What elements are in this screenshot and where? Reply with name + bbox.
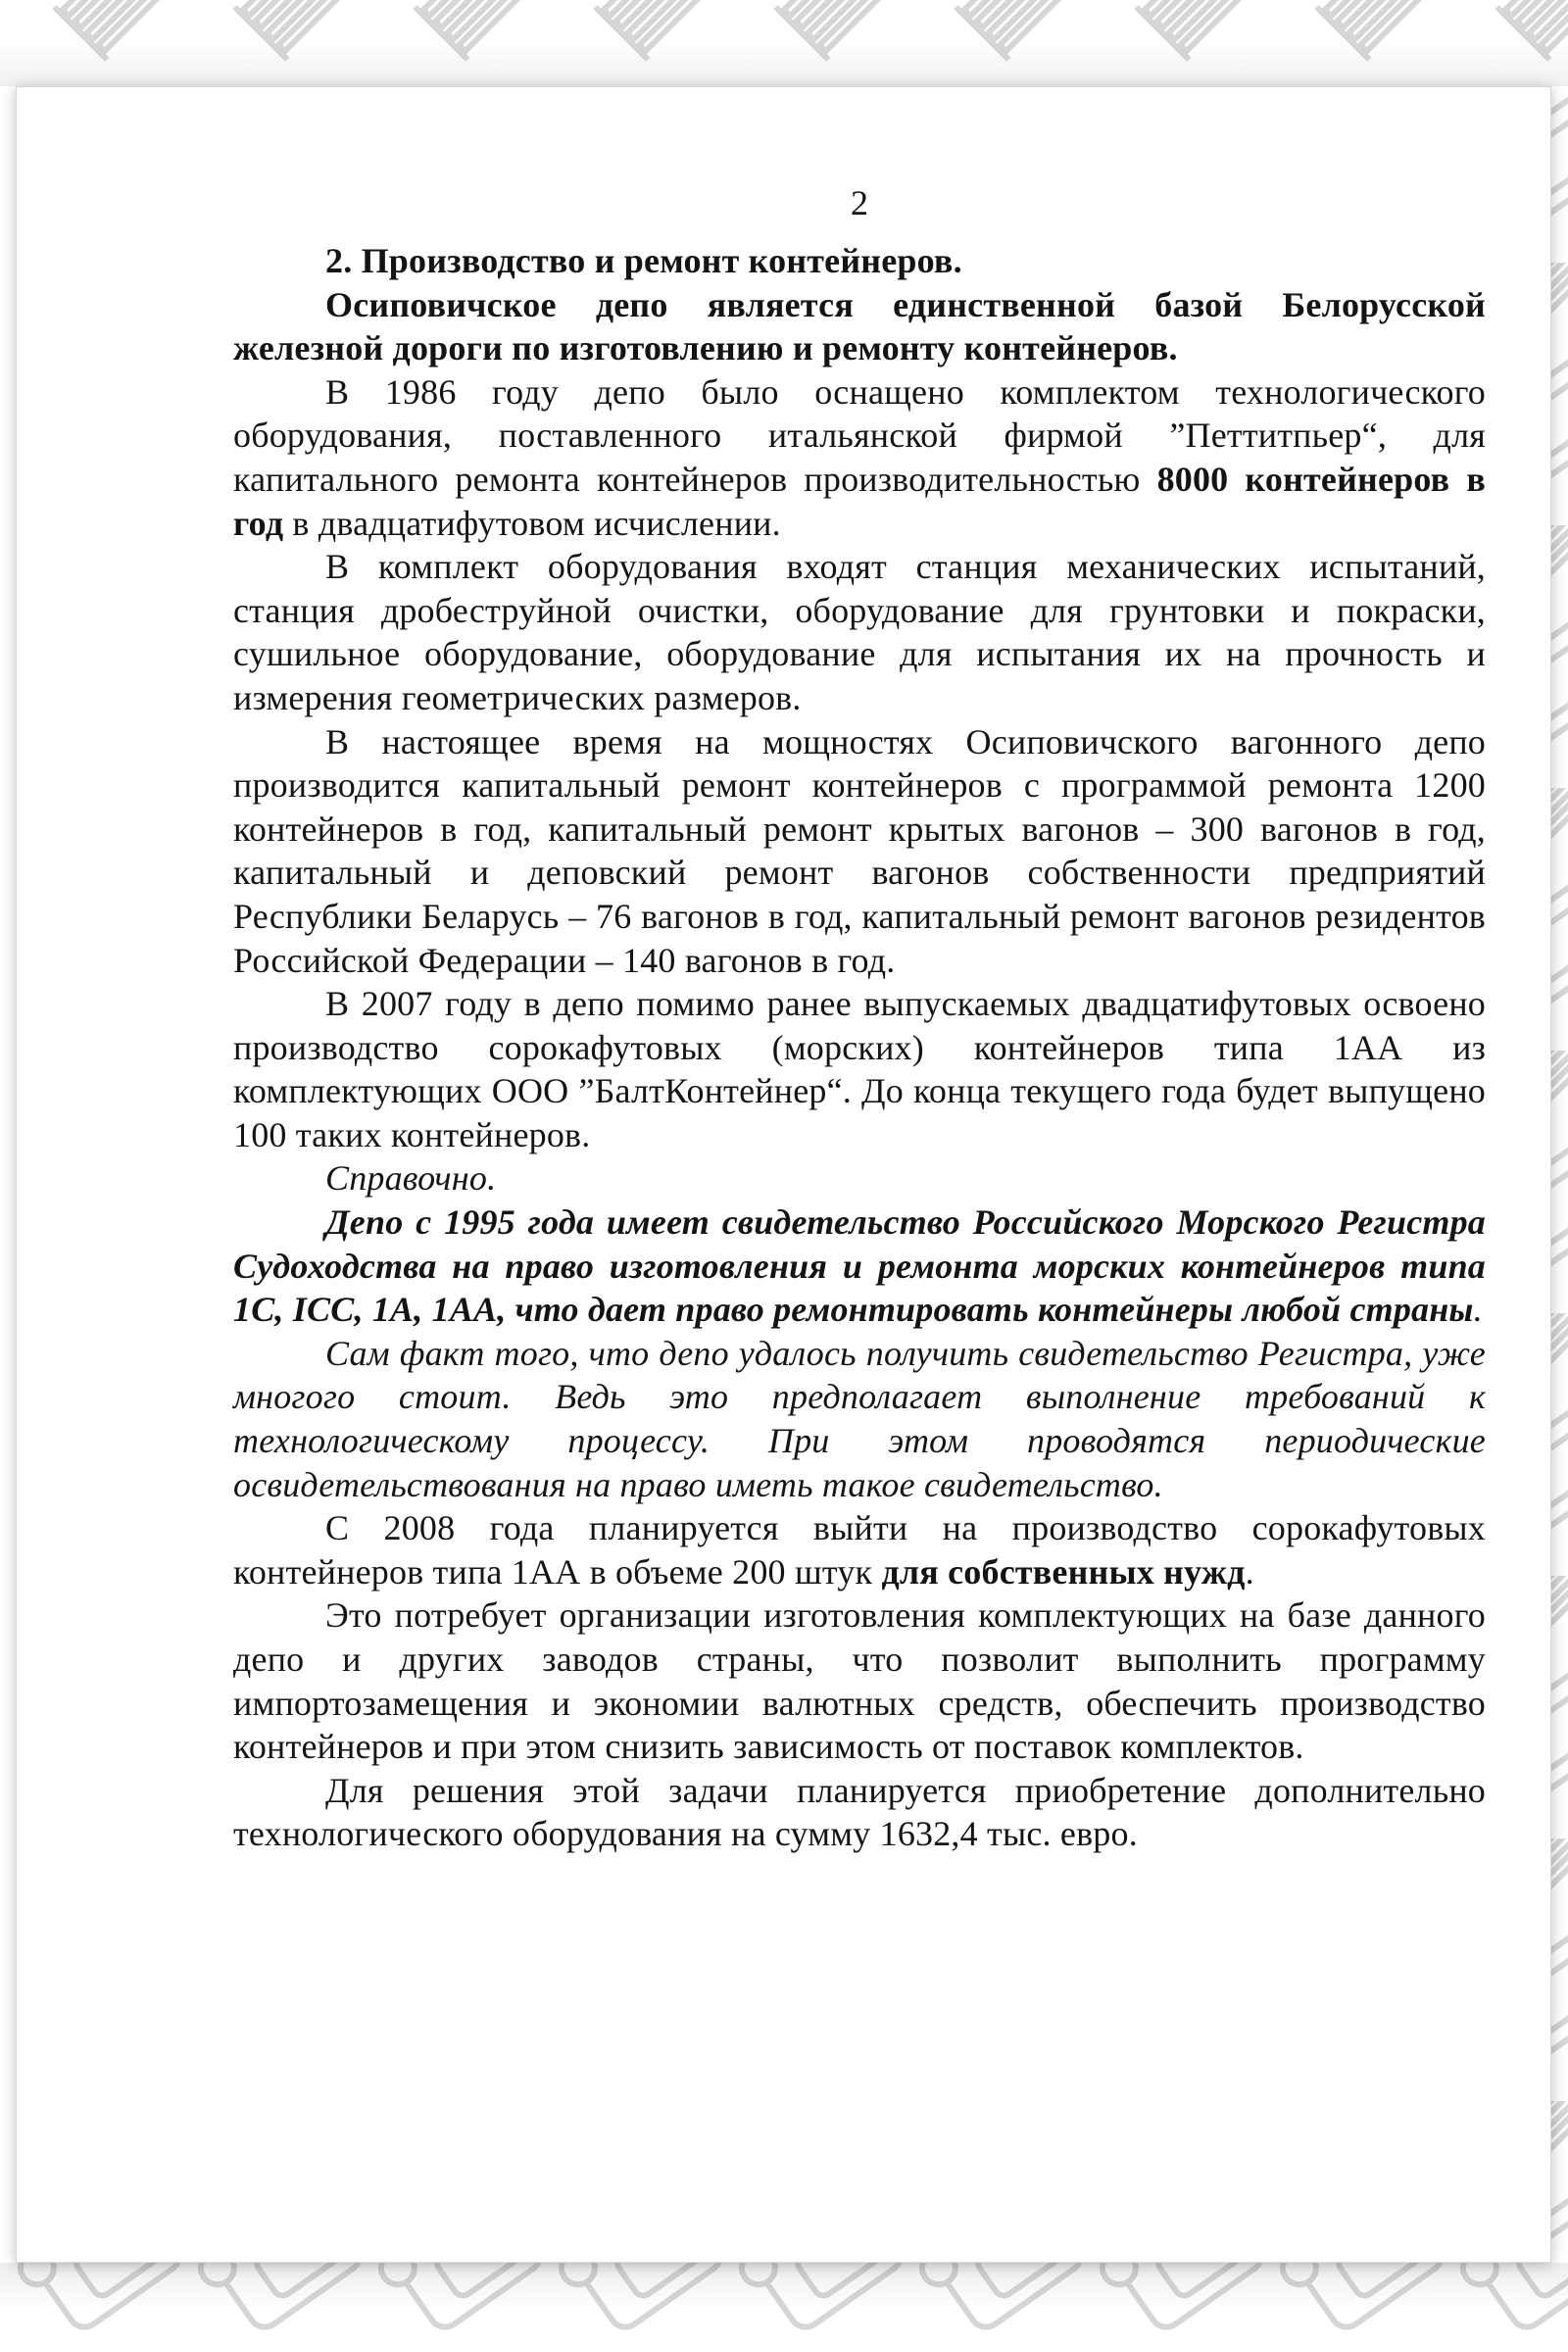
page-number: 2	[851, 183, 868, 222]
paragraph-reference-label: Справочно.	[325, 1158, 497, 1199]
paragraph-register-comment: Сам факт того, что депо удалось получить свидетельство Регистра, уже многого стоит. Ведь это предполагает выполнение требований к технологическому процессу. При этом проводятся периодические освидетельствования на право иметь такое свидетельство.	[233, 1333, 1486, 1504]
bottom-edge-shade	[0, 2263, 1568, 2312]
paragraph-register-certificate: Депо с 1995 года имеет свидетельство Российского Морского Регистра Судоходства на право изготовления и ремонта морских контейнеров типа 1С, IСС, 1А, 1АА, что дает право ремонтировать контейнеры любой страны.	[233, 1202, 1486, 1330]
document-body	[233, 239, 1486, 1856]
paragraph-lead: Осиповичское депо является единственной базой Белорусской железной дороги по изготовлению и ремонту контейнеров.	[233, 284, 1486, 368]
paragraph-current-capacity: В настоящее время на мощностях Осиповичского вагонного депо производится капитальный ремонт контейнеров с программой ремонта 1200 контейнеров в год, капитальный ремонт крытых вагонов – 300 вагонов в год, капитальный и деповский ремонт вагонов собственности предприятий Республики Беларусь – 76 вагонов в год, капитальный ремонт вагонов резидентов Российской Федерации – 140 вагонов в год.	[233, 721, 1486, 980]
paragraph-import-substitution: Это потребует организации изготовления комплектующих на базе данного депо и других заводов страны, что позволит выполнить программу импортозамещения и экономии валютных средств, обеспечить производство контейнеров и при этом снизить зависимость от поставок комплектов.	[233, 1595, 1486, 1767]
paragraph-2007: В 2007 году в депо помимо ранее выпускаемых двадцатифутовых освоено производство сорокафутовых (морских) контейнеров типа 1АА из комплектующих ООО ”БалтКонтейнер“. До конца текущего года будет выпущено 100 таких контейнеров.	[233, 984, 1486, 1154]
paragraph-equipment-purchase: Для решения этой задачи планируется приобретение дополнительно технологического оборудования на сумму 1632,4 тыс. евро.	[233, 1770, 1486, 1854]
paragraph-2008-plan: С 2008 года планируется выйти на производство сорокафутовых контейнеров типа 1АА в объеме 200 штук для собственных нужд.	[233, 1508, 1486, 1592]
document-page	[16, 86, 1551, 2263]
paragraph-1986: В 1986 году депо было оснащено комплектом технологического оборудования, поставленного итальянской фирмой ”Петтитпьер“, для капитального ремонта контейнеров производительностью 8000 контейнеров в год в двадцатифутовом исчислении.	[233, 371, 1486, 543]
paragraph-equipment: В комплект оборудования входят станция механических испытаний, станция дробеструйной очистки, оборудование для грунтовки и покраски, сушильное оборудование, оборудование для испытания их на прочность и измерения геометрических размеров.	[233, 547, 1486, 717]
section-heading: 2. Производство и ремонт контейнеров.	[325, 241, 962, 280]
top-edge-shade	[0, 39, 1568, 86]
